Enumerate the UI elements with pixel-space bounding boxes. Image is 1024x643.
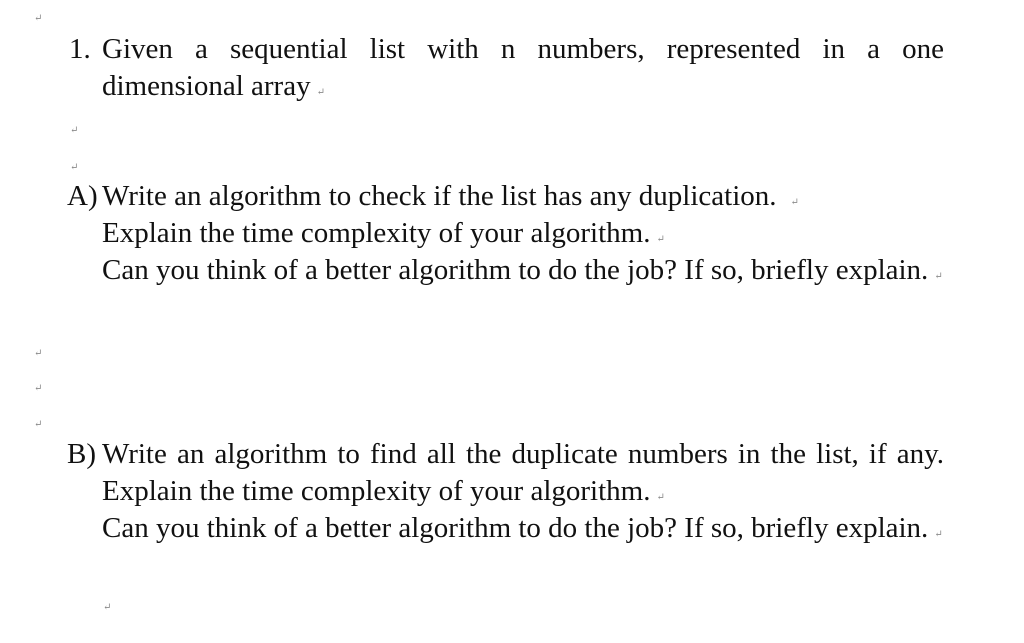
paragraph-mark: ↵ — [70, 162, 79, 173]
paragraph-mark: ↵ — [34, 419, 43, 430]
paragraph-mark: ↵ — [70, 125, 79, 136]
paragraph-mark: ↵ — [103, 602, 112, 613]
question-number: 1. — [69, 33, 91, 65]
part-a-line-2-text: Explain the time complexity of your algorithm. — [102, 217, 651, 249]
part-b-line-1-text: Write an algorithm to find all the duplicate numbers in the list, if any. Explain the time complexity of your algorithm. — [102, 438, 944, 507]
paragraph-mark: ↵ — [934, 271, 943, 282]
paragraph-mark: ↵ — [656, 492, 665, 503]
part-b-label: B) — [67, 438, 96, 470]
paragraph-mark: ↵ — [316, 87, 325, 98]
paragraph-mark: ↵ — [34, 383, 43, 394]
question-1-text — [102, 31, 944, 111]
part-a-line-3 — [102, 252, 944, 295]
part-a-line-3-text: Can you think of a better algorithm to do the job? If so, briefly explain. — [102, 254, 929, 286]
paragraph-mark: ↵ — [34, 13, 43, 24]
part-a-label: A) — [67, 180, 98, 212]
paragraph-mark: ↵ — [790, 197, 799, 208]
question-1-body: Given a sequential list with n numbers, represented in a one dimensional array — [102, 33, 944, 102]
paragraph-mark: ↵ — [656, 234, 665, 245]
part-b-line-1 — [102, 436, 944, 516]
part-a-line-1-text: Write an algorithm to check if the list has any duplication. — [102, 180, 777, 212]
part-b-line-3 — [102, 510, 944, 553]
part-b-line-3-text: Can you think of a better algorithm to do the job? If so, briefly explain. — [102, 512, 929, 544]
paragraph-mark: ↵ — [34, 348, 43, 359]
paragraph-mark: ↵ — [934, 529, 943, 540]
